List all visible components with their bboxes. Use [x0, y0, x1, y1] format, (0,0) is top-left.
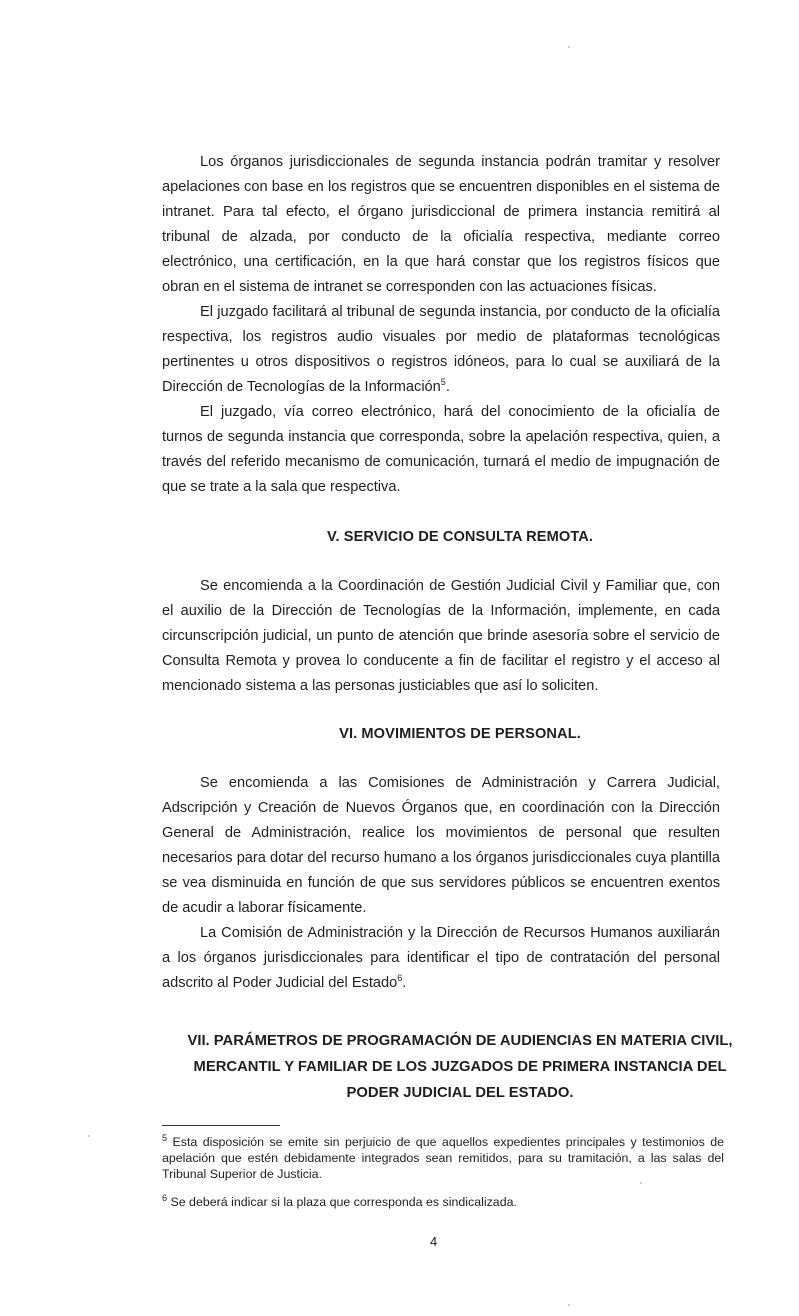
- footnote-5-number: 5: [162, 1132, 168, 1143]
- paragraph-hiring-type: La Comisión de Administración y la Dirección de Recursos Humanos auxiliarán a los órganos jurisdiccionales para identificar el tipo de contratación del personal adscrito al Poder Judicial del Estado$^6$.: [162, 925, 720, 991]
- section-vii-heading: [150, 1028, 770, 1106]
- section-vii-heading-line-1: VII. PARÁMETROS DE PROGRAMACIÓN DE AUDIENCIAS EN MATERIA CIVIL,: [187, 1033, 733, 1049]
- scan-speck: [88, 1135, 90, 1137]
- section-iv-body: [162, 150, 720, 500]
- paragraph-email-notice: El juzgado, vía correo electrónico, hará del conocimiento de la oficialía de turnos de segunda instancia que corresponda, sobre la apelación respectiva, quien, a través del referido mecanismo de comunicación, turnará el medio de impugnación de que se trate a la sala que respectiva.: [162, 404, 720, 495]
- section-v-body: [162, 574, 720, 699]
- page-number: 4: [430, 1234, 438, 1249]
- footnote-6: [162, 1194, 724, 1210]
- scan-speck: [568, 46, 570, 48]
- footnote-6-number: 6: [162, 1192, 168, 1203]
- footnote-ref-5[interactable]: 5: [440, 377, 446, 388]
- scan-speck: [640, 1182, 642, 1184]
- footnote-5-text: Esta disposición se emite sin perjuicio de que aquellos expedientes principales y testimonios de apelación que estén debidamente integrados sean remitidos, para su tramitación, a las salas del Tribunal Superior de Justicia.: [162, 1135, 724, 1181]
- scan-speck: [568, 1304, 570, 1306]
- section-vii-heading-line-3: PODER JUDICIAL DEL ESTADO.: [346, 1085, 574, 1101]
- footnote-ref-6[interactable]: 6: [397, 973, 403, 984]
- paragraph-remote-consultation: Se encomienda a la Coordinación de Gestión Judicial Civil y Familiar que, con el auxilio de la Dirección de Tecnologías de la Información, implemente, en cada circunscripción judicial, un punto de atención que brinde asesoría sobre el servicio de Consulta Remota y provea lo conducente a fin de facilitar el registro y el acceso al mencionado sistema a las personas justiciables que así lo soliciten.: [162, 578, 720, 694]
- footnote-6-text: Se deberá indicar si la plaza que corresponda es sindicalizada.: [167, 1195, 517, 1209]
- paragraph-staff-movements: Se encomienda a las Comisiones de Administración y Carrera Judicial, Adscripción y Creación de Nuevos Órganos que, en coordinación con la Dirección General de Administración, realice los movimientos de personal que resulten necesarios para dotar del recurso humano a los órganos jurisdiccionales cuya plantilla se vea disminuida en función de que sus servidores públicos se encuentren exentos de acudir a laborar físicamente.: [162, 775, 720, 916]
- section-vi-heading: VI. MOVIMIENTOS DE PERSONAL.: [339, 726, 581, 742]
- paragraph-audiovisual-records: El juzgado facilitará al tribunal de segunda instancia, por conducto de la oficialía respectiva, los registros audio visuales por medio de plataformas tecnológicas pertinentes u otros dispositivos o registros idóneos, para lo cual se auxiliará de la Dirección de Tecnologías de la Información$^5$.: [162, 304, 720, 395]
- section-vi-body: [162, 771, 720, 996]
- paragraph-appeals-intranet: Los órganos jurisdiccionales de segunda instancia podrán tramitar y resolver apelaciones con base en los registros que se encuentren disponibles en el sistema de intranet. Para tal efecto, el órgano jurisdiccional de primera instancia remitirá al tribunal de alzada, por conducto de la oficialía respectiva, mediante correo electrónico, una certificación, en la que hará constar que los registros físicos que obran en el sistema de intranet se corresponden con las actuaciones físicas.: [162, 154, 720, 295]
- section-vii-heading-line-2: MERCANTIL Y FAMILIAR DE LOS JUZGADOS DE PRIMERA INSTANCIA DEL: [193, 1059, 727, 1075]
- footnote-5: [162, 1134, 724, 1182]
- footnote-separator: [162, 1125, 280, 1126]
- section-v-heading: V. SERVICIO DE CONSULTA REMOTA.: [326, 529, 594, 545]
